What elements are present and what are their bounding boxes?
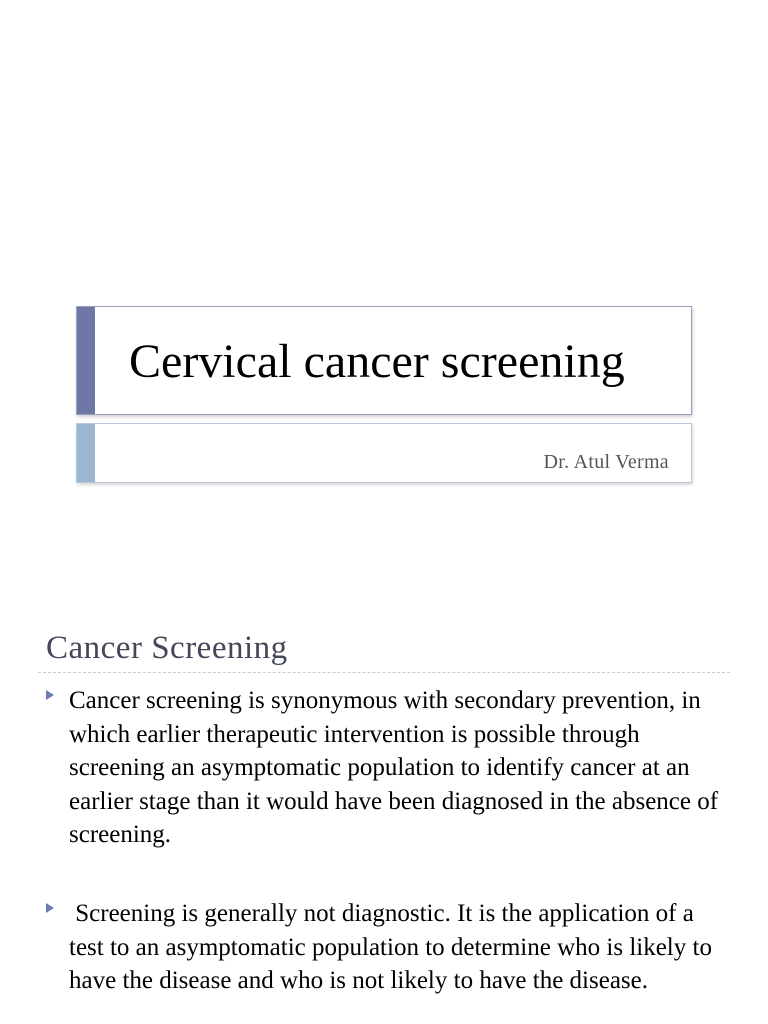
bullet-text: Screening is generally not diagnostic. It is the application of a test to an asymptomatic population to determine who is likely to have the disease and who is not likely to have the disease. [69, 900, 719, 994]
subtitle-accent-bar [77, 424, 95, 482]
title-accent-bar [77, 307, 95, 414]
bullet-item [46, 684, 736, 852]
triangle-bullet-icon [46, 690, 54, 700]
subtitle-box [76, 423, 692, 483]
slide-title: Cervical cancer screening [129, 335, 625, 388]
heading-divider [38, 672, 730, 673]
bullet-text: Cancer screening is synonymous with secondary prevention, in which earlier therapeutic intervention is possible through screening an asymptomatic population to identify cancer at an earlier stage than it would have been diagnosed in the absence of screening. [69, 687, 725, 848]
bullet-item [46, 897, 736, 998]
author-name: Dr. Atul Verma [543, 451, 669, 473]
triangle-bullet-icon [46, 903, 54, 913]
title-box [76, 306, 692, 415]
section-heading: Cancer Screening [46, 630, 288, 666]
